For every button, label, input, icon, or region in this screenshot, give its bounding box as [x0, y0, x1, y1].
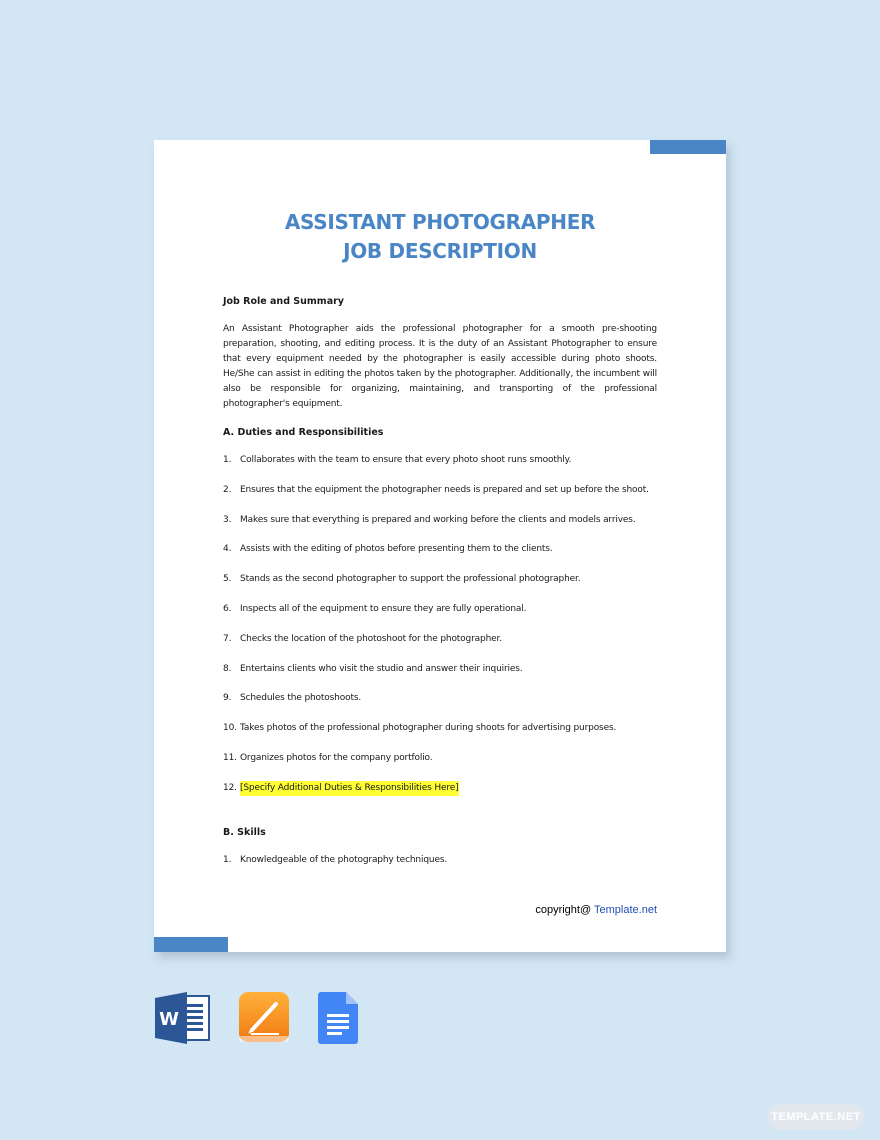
section-heading-duties: A. Duties and Responsibilities	[223, 427, 384, 438]
list-item: 9. Schedules the photoshoots.	[223, 693, 362, 704]
list-item: 2. Ensures that the equipment the photographer needs is prepared and set up before the shoot.	[223, 484, 649, 495]
list-item: 6. Inspects all of the equipment to ensure they are fully operational.	[223, 603, 527, 614]
pages-icon[interactable]	[239, 992, 291, 1044]
svg-text:W: W	[159, 1009, 179, 1030]
list-item: 1. Knowledgeable of the photography techniques.	[223, 854, 448, 865]
document-page	[154, 140, 726, 952]
top-accent-bar	[650, 140, 726, 154]
document-body	[223, 296, 657, 882]
skills-list	[223, 853, 657, 868]
list-item: 1. Collaborates with the team to ensure that every photo shoot runs smoothly.	[223, 455, 572, 465]
duties-list	[223, 453, 657, 796]
title-line-2: JOB DESCRIPTION	[343, 239, 537, 263]
list-item: 5. Stands as the second photographer to support the professional photographer.	[223, 574, 581, 585]
list-item: 4. Assists with the editing of photos before presenting them to the clients.	[223, 544, 553, 555]
copyright-brand: Template.net	[594, 904, 657, 916]
bottom-accent-bar	[154, 937, 228, 952]
list-item: 11. Organizes photos for the company portfolio.	[223, 752, 433, 763]
list-item: 8. Entertains clients who visit the studio and answer their inquiries.	[223, 663, 523, 674]
summary-paragraph: An Assistant Photographer aids the professional photographer for a smooth pre-shooting preparation, shooting, and editing process. It is the duty of an Assistant Photographer to ensure that every equipment needed by the photographer is easily accessible during photo shoots. He/She can assist in editing the photos taken by the photographer. Additionally, the incumbent will also be responsible for organizing, maintaining, and transporting of the professional photographer's equipment.	[223, 324, 657, 409]
list-item: 7. Checks the location of the photoshoot for the photographer.	[223, 633, 502, 644]
title-line-1: ASSISTANT PHOTOGRAPHER	[284, 210, 596, 234]
list-item: 3. Makes sure that everything is prepared and working before the clients and models arrives.	[223, 514, 636, 525]
template-net-badge[interactable]: TEMPLATE.NET	[768, 1104, 864, 1130]
list-item: 10. Takes photos of the professional photographer during shoots for advertising purposes.	[223, 723, 617, 734]
section-heading-role: Job Role and Summary	[223, 296, 344, 307]
word-icon[interactable]	[155, 992, 211, 1044]
copyright-line: copyright@ Template.net	[535, 904, 657, 916]
section-heading-skills: B. Skills	[223, 826, 266, 838]
highlighted-placeholder: [Specify Additional Duties & Responsibilities Here]	[240, 781, 459, 796]
list-item-placeholder: 12. [Specify Additional Duties & Responsibilities Here]	[223, 781, 657, 796]
document-title	[154, 208, 726, 266]
google-docs-icon[interactable]	[318, 992, 358, 1044]
